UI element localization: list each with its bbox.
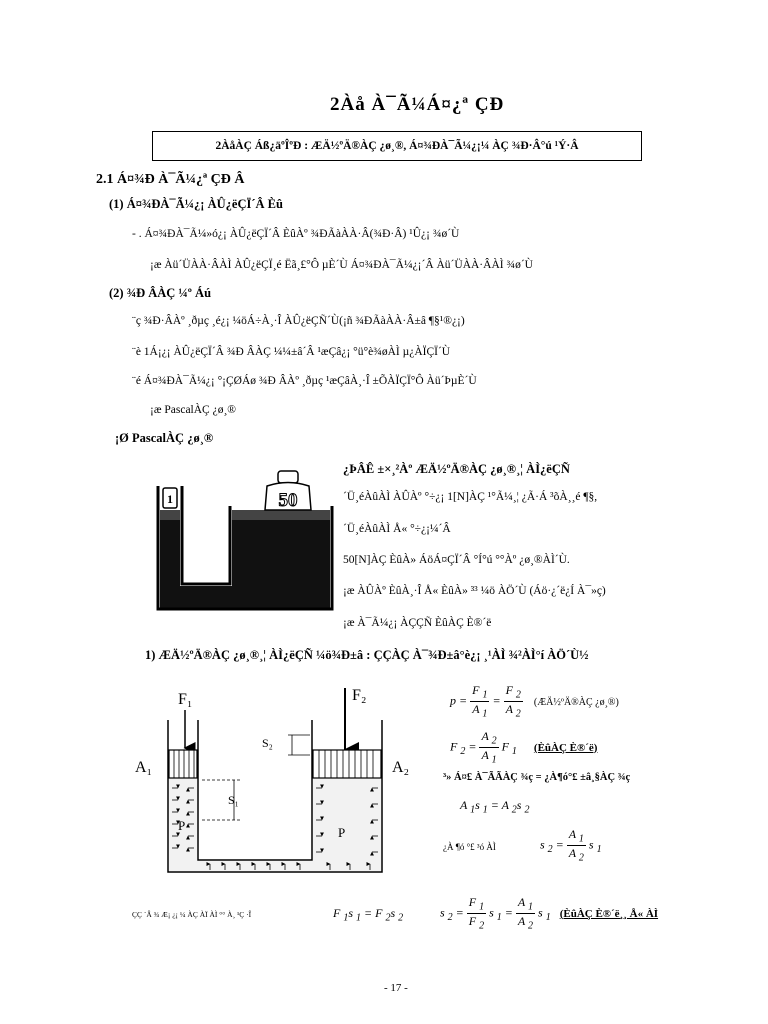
equation-force: F $_2$ = $\frac{A _2}{A _1}$ F $_1$ (ÈûÀÇ È®´ë) — [450, 729, 598, 766]
sub2-line-1: ¨ç ¾Ð·ÂÀº ¸ðµç ¸é¿¡ ¼öÁ÷À¸·Î ÀÛ¿ëÇÑ´Ù(¡ñ ¾ÐÃàÀÀ·Â±â ¶§¹®¿¡) — [132, 315, 465, 327]
big-weight-label: 50 — [278, 490, 298, 511]
objective-text: 2ÀåÀÇ Áß¿äºÎºÐ : ÆÄ½ºÄ®ÀÇ ¿ø¸®, Á¤¾ÐÀ¯Ã¼¿¡¼ ÀÇ ¾Ð·Â°ú ¹Ý·Â — [215, 140, 579, 152]
figure-text-4: ¡æ ÀÛÀº ÈûÀ¸·Î Å« ÈûÀ» ³³ ¼ö ÀÖ´Ù (Áö·¿´ë¿Í À¯»ç) — [343, 585, 606, 597]
equation-pressure: p = $\frac{F _1}{A _1}$ = $\frac{F _2}{A _2}$ (ÆÄ½ºÄ®ÀÇ ¿ø¸®) — [450, 683, 619, 720]
sub1-line-2: ¡æ Àü´ÜÀÀ·ÂÀÌ ÀÛ¿ëÇÏ¸é Ëã¸£°Ô µÈ´Ù Á¤¾ÐÀ¯Ã¼¿¡´Â Àü´ÜÀÀ·ÂÀÌ ¾ø´Ù — [150, 259, 533, 271]
equation-work: F $_1$s $_1$ = F $_2$s $_2$ — [333, 906, 404, 924]
label-s2: S₂ — [262, 736, 273, 750]
label-a1: A₁ — [135, 759, 153, 776]
displacement-text: ¿À ¶ó °£ ³ó ÀÌ — [443, 842, 496, 852]
page-number: - 17 - — [384, 982, 408, 994]
label-p-left: P — [178, 818, 186, 833]
pascal-u-tube-figure — [150, 466, 340, 616]
equation-s2: s $_2$ = $\frac{A _1}{A _2}$ s $_1$ — [540, 827, 602, 864]
hydraulic-press-figure — [130, 680, 420, 900]
sub1-line-1: - . Á¤¾ÐÀ¯Ã¼»ó¿¡ ÀÛ¿ëÇÏ´Â ÈûÀº ¾ÐÃàÀÀ·Â(¾Ð·Â) ¹Û¿¡ ¾ø´Ù — [132, 228, 460, 240]
section-heading: 2.1 Á¤¾Ð À¯Ã¼¿ª ÇÐ Â — [96, 172, 245, 187]
equation-pressure-note: (ÆÄ½ºÄ®ÀÇ ¿ø¸®) — [533, 696, 619, 708]
pascal-heading: ¡Ø PascalÀÇ ¿ø¸® — [115, 431, 214, 445]
equation-s2-force: s $_2$ = $\frac{F _1}{F _2}$ s $_1$ = $\frac{A _1}{A _2}$ s $_1$ (ÈûÀÇ È®´ë¸¸ Å« ÀÌ — [440, 895, 659, 932]
big-weight-handle — [278, 471, 298, 483]
label-s1: S₁ — [228, 793, 239, 807]
item1-heading: 1) ÆÄ½ºÄ®ÀÇ ¿ø¸®¸¦ ÀÌ¿ëÇÑ ¼ö¾Ð±â : ÇÇÀÇ À¯¾Ð±â°è¿¡ ¸¹ÀÌ ¾²ÀÌ°í ÀÖ´Ù½ — [145, 648, 589, 662]
figure-text-1: ´Ü¸éÀûÀÌ ÀÛÀº °÷¿¡ 1[N]ÀÇ ¹°Ã¼¸¦ ¿Ã·Á ³õÀ¸¸é ¶§, — [343, 491, 598, 503]
label-f2: F₂ — [352, 687, 367, 704]
equation-volume: A $_1$s $_1$ = A $_2$s $_2$ — [460, 798, 530, 816]
label-f1: F₁ — [178, 691, 193, 708]
objective-box — [152, 131, 642, 161]
volume-equation-text: ³» Á¤£ À¯ÃÃÀÇ ¾ç = ¿À¶ó°£ ±â¸§ÀÇ ¾ç — [443, 772, 631, 783]
sub1-heading: (1) Á¤¾ÐÀ¯Ã¼¿¡ ÀÛ¿ëÇÏ´Â Èû — [109, 197, 283, 211]
small-weight-label: 1 — [167, 492, 173, 506]
figure-text-2: ´Ü¸éÀûÀÌ Å« °÷¿¡¼´Â — [343, 523, 451, 535]
figure-text-3: 50[N]ÀÇ ÈûÀ» ÁöÁ¤ÇÏ´Â °Í°ú °°Àº ¿ø¸®ÀÌ´Ù. — [343, 554, 570, 566]
work-text: ÇÇ ´Â ¾ Æ¡ ¿¡ ¼ ÀÇ ÀÏ ÀÌ °° À¸ ¹Ç ·Î — [132, 910, 252, 919]
equation-force-note: (ÈûÀÇ È®´ë) — [533, 741, 598, 754]
sub2-line-2: ¨è 1Á¡¿¡ ÀÛ¿ëÇÏ´Â ¾Ð ÂÀÇ ¼¼±â´Â ¹æÇâ¿¡ °ü°è¾øÀÌ µ¿ÀÏÇÏ´Ù — [132, 346, 451, 358]
chapter-title: 2Àå À¯Ã¼Á¤¿ª ÇÐ — [330, 94, 505, 115]
sub2-line-4: ¡æ PascalÀÇ ¿ø¸® — [150, 404, 237, 416]
equation-bottom-note: (ÈûÀÇ È®´ë¸¸ Å« ÀÌ — [559, 907, 659, 920]
label-a2: A₂ — [392, 759, 410, 776]
sub2-heading: (2) ¾Ð ÂÀÇ ¼º Áú — [109, 286, 212, 300]
sub2-line-3: ¨é Á¤¾ÐÀ¯Ã¼¿¡ °¡ÇØÁø ¾Ð ÂÀº ¸ðµç ¹æÇâÀ¸·Î ±ÕÀÏÇÏ°Ô Àü´ÞµÈ´Ù — [132, 375, 477, 387]
label-p-right: P — [338, 825, 346, 840]
figure-text-5: ¡æ À¯Ã¼¿¡ ÀÇÇÑ ÈûÀÇ È®´ë — [343, 617, 492, 629]
figure-caption-head: ¿ÞÂÊ ±×¸²Àº ÆÄ½ºÄ®ÀÇ ¿ø¸®¸¦ ÀÌ¿ëÇÑ — [343, 462, 570, 476]
